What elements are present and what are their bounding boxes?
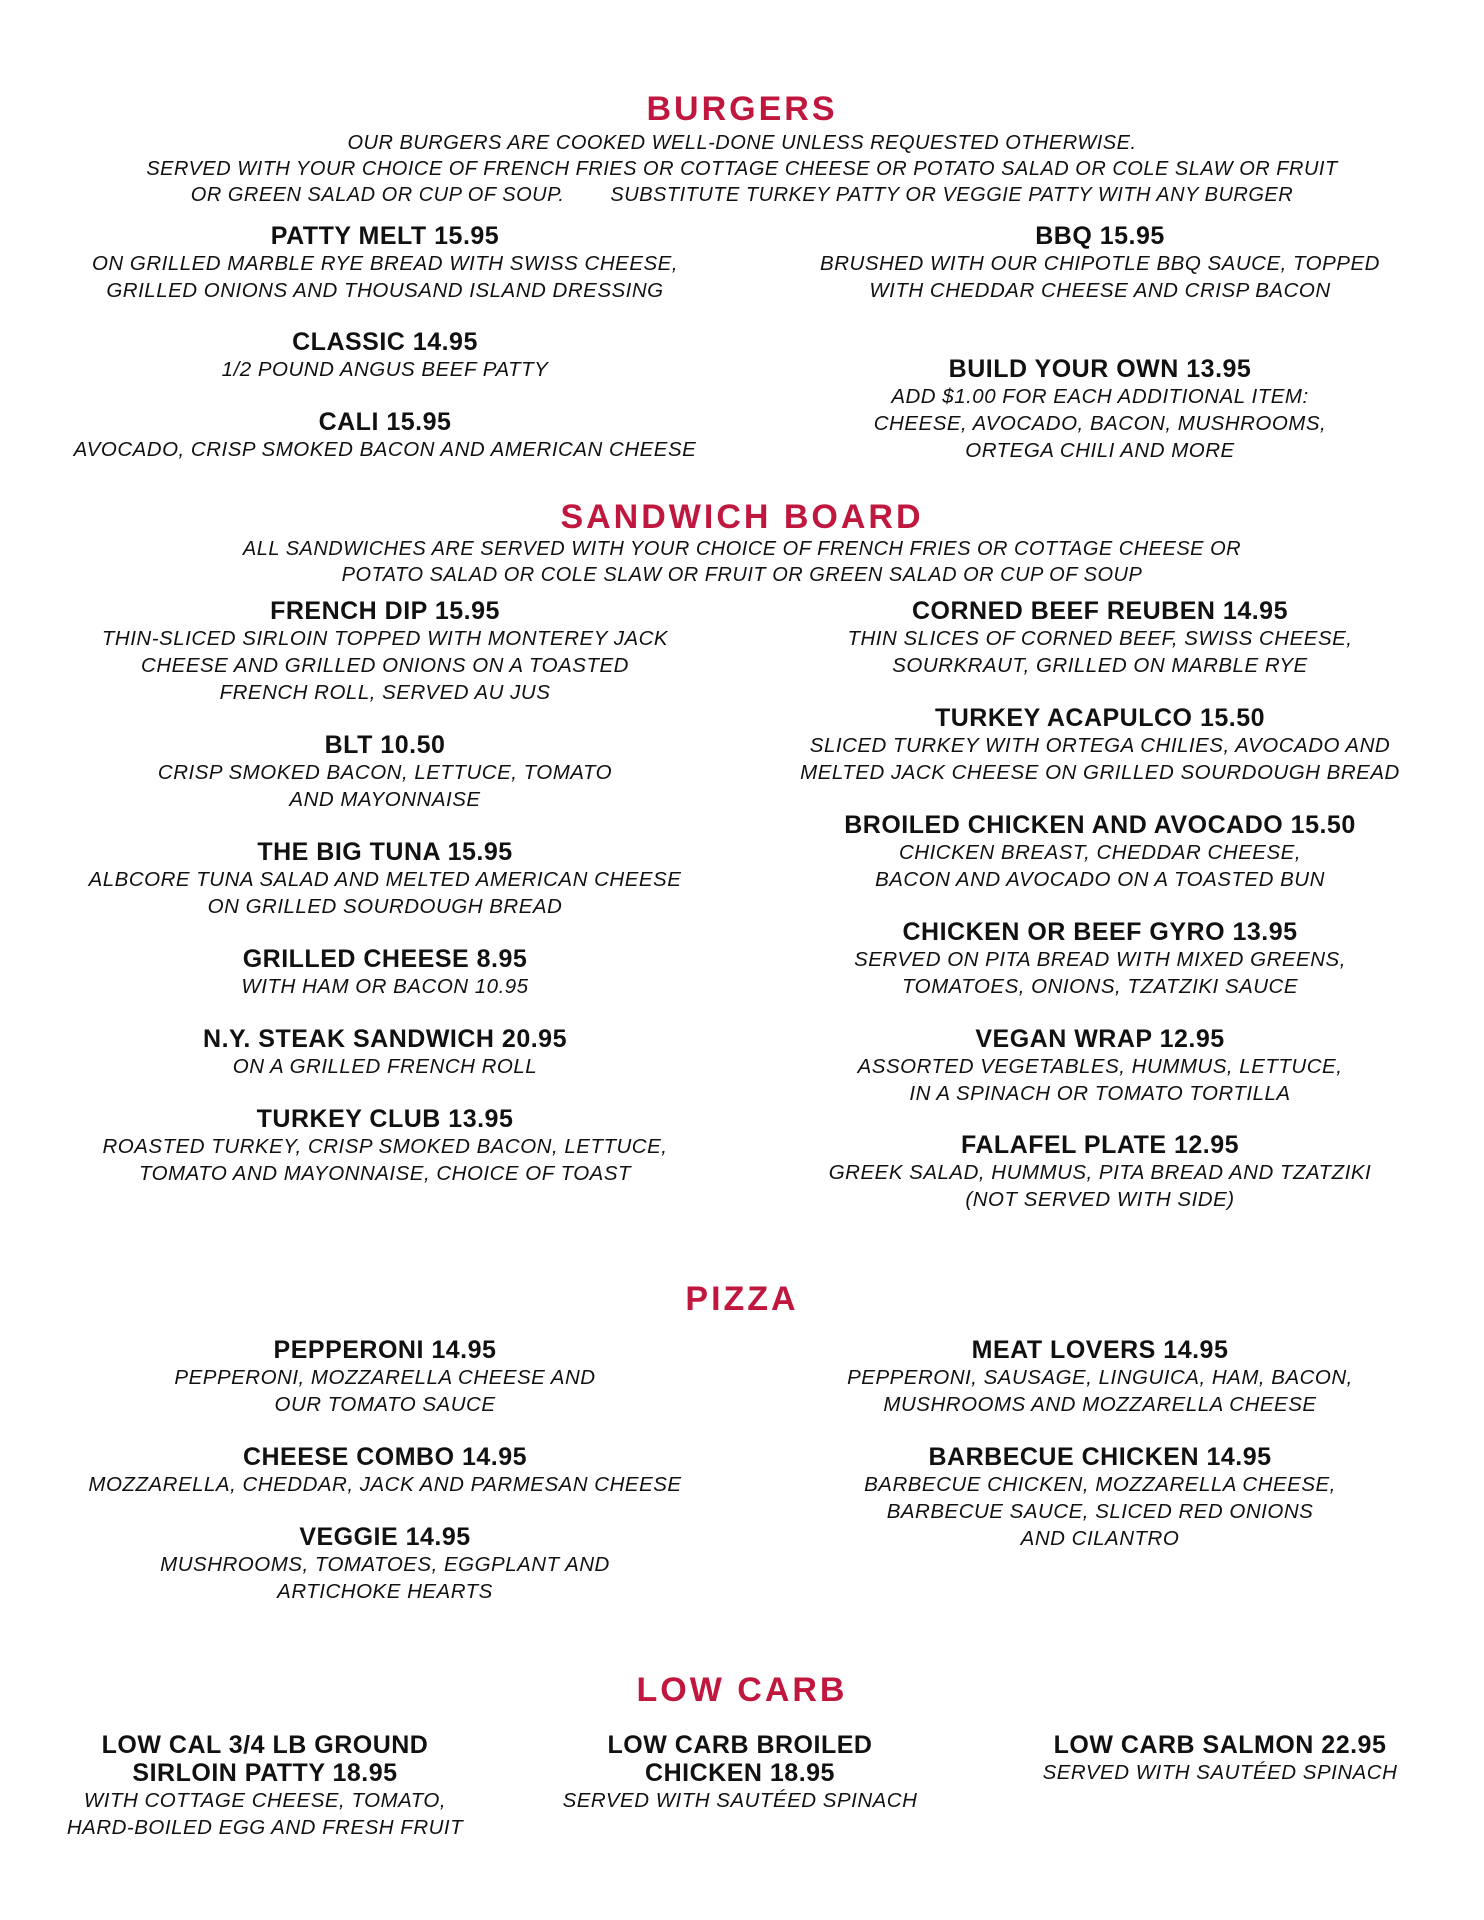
item-desc: MELTED JACK CHEESE ON GRILLED SOURDOUGH BREAD: [800, 761, 1400, 784]
menu-item-low-carb-salmon: [985, 1731, 1455, 1786]
note-line: ALL SANDWICHES ARE SERVED WITH YOUR CHOICE OF FRENCH FRIES OR COTTAGE CHEESE OR: [242, 538, 1242, 560]
item-desc: ON GRILLED MARBLE RYE BREAD WITH SWISS CHEESE,: [91, 252, 679, 275]
menu-item-pepperoni: [40, 1336, 730, 1418]
item-desc: AVOCADO, CRISP SMOKED BACON AND AMERICAN CHEESE: [73, 438, 697, 461]
menu-item-patty-melt: [40, 222, 730, 304]
item-desc: MUSHROOMS AND MOZZARELLA CHEESE: [883, 1393, 1317, 1416]
item-desc: TOMATOES, ONIONS, TZATZIKI SAUCE: [901, 975, 1299, 998]
item-desc: AND CILANTRO: [1020, 1527, 1180, 1550]
item-name: N.Y. STEAK SANDWICH 20.95: [203, 1025, 567, 1053]
item-name: CHICKEN OR BEEF GYRO 13.95: [902, 918, 1298, 946]
item-desc: ORTEGA CHILI AND MORE: [965, 439, 1235, 462]
item-desc: MOZZARELLA, CHEDDAR, JACK AND PARMESAN CHEESE: [88, 1473, 682, 1496]
menu-item-bbq-chicken: [755, 1443, 1445, 1552]
item-name: VEGGIE 14.95: [299, 1523, 471, 1551]
item-desc: GRILLED ONIONS AND THOUSAND ISLAND DRESSING: [106, 279, 664, 302]
menu-item-bbq: [755, 222, 1445, 304]
item-name: BBQ 15.95: [1035, 222, 1165, 250]
note-line-part: OR GREEN SALAD OR CUP OF SOUP.: [190, 184, 565, 206]
item-desc: MUSHROOMS, TOMATOES, EGGPLANT AND: [160, 1553, 610, 1576]
menu-item-ny-steak: [40, 1025, 730, 1080]
item-name: CALI 15.95: [318, 408, 452, 436]
menu-item-blt: [40, 731, 730, 813]
menu-item-cheese-combo: [40, 1443, 730, 1498]
menu-item-turkey-acapulco: [755, 704, 1445, 786]
item-name: VEGAN WRAP 12.95: [975, 1025, 1225, 1053]
item-desc: TOMATO AND MAYONNAISE, CHOICE OF TOAST: [138, 1162, 632, 1185]
item-name: CLASSIC 14.95: [292, 328, 478, 356]
item-name: LOW CARB SALMON 22.95: [1053, 1731, 1387, 1759]
item-desc: WITH CHEDDAR CHEESE AND CRISP BACON: [869, 279, 1331, 302]
item-desc: ARTICHOKE HEARTS: [277, 1580, 493, 1603]
item-desc: AND MAYONNAISE: [289, 788, 481, 811]
item-desc: ALBCORE TUNA SALAD AND MELTED AMERICAN CHEESE: [88, 868, 682, 891]
menu-item-falafel: [755, 1131, 1445, 1213]
menu-item-big-tuna: [40, 838, 730, 920]
item-name: LOW CAL 3/4 LB GROUND: [101, 1731, 429, 1759]
item-desc: ADD $1.00 FOR EACH ADDITIONAL ITEM:: [891, 385, 1309, 408]
item-desc: THIN-SLICED SIRLOIN TOPPED WITH MONTEREY JACK: [101, 627, 669, 650]
item-desc: CHICKEN BREAST, CHEDDAR CHEESE,: [898, 841, 1302, 864]
section-title-burgers: BURGERS: [646, 90, 838, 128]
item-desc: CHEESE AND GRILLED ONIONS ON A TOASTED: [141, 654, 629, 677]
item-desc: SERVED ON PITA BREAD WITH MIXED GREENS,: [854, 948, 1346, 971]
burgers-note: [0, 130, 1484, 208]
menu-item-low-cal-sirloin: [30, 1731, 500, 1841]
item-desc: (NOT SERVED WITH SIDE): [965, 1188, 1235, 1211]
item-name: MEAT LOVERS 14.95: [971, 1336, 1229, 1364]
note-line: POTATO SALAD OR COLE SLAW OR FRUIT OR GREEN SALAD OR CUP OF SOUP: [341, 564, 1143, 586]
menu-item-classic: [40, 328, 730, 383]
menu-item-grilled-cheese: [40, 945, 730, 1000]
item-name: PATTY MELT 15.95: [270, 222, 500, 250]
item-desc: ROASTED TURKEY, CRISP SMOKED BACON, LETTUCE,: [102, 1135, 668, 1158]
menu-item-low-carb-chicken: [505, 1731, 975, 1814]
menu-item-reuben: [755, 597, 1445, 679]
item-desc: BACON AND AVOCADO ON A TOASTED BUN: [875, 868, 1325, 891]
item-name: TURKEY CLUB 13.95: [256, 1105, 514, 1133]
item-desc: SLICED TURKEY WITH ORTEGA CHILIES, AVOCADO AND: [809, 734, 1391, 757]
menu-item-turkey-club: [40, 1105, 730, 1187]
menu-item-meat-lovers: [755, 1336, 1445, 1418]
item-name: FALAFEL PLATE 12.95: [960, 1131, 1240, 1159]
item-desc: WITH COTTAGE CHEESE, TOMATO,: [83, 1789, 447, 1812]
note-line: OUR BURGERS ARE COOKED WELL-DONE UNLESS REQUESTED OTHERWISE.: [347, 132, 1137, 154]
item-desc: ON GRILLED SOURDOUGH BREAD: [207, 895, 563, 918]
item-desc: HARD-BOILED EGG AND FRESH FRUIT: [66, 1816, 464, 1839]
item-desc: THIN SLICES OF CORNED BEEF, SWISS CHEESE,: [847, 627, 1353, 650]
section-title-low-carb: LOW CARB: [636, 1671, 848, 1709]
note-line-part: SUBSTITUTE TURKEY PATTY OR VEGGIE PATTY WITH ANY BURGER: [610, 184, 1294, 206]
menu-item-vegan-wrap: [755, 1025, 1445, 1107]
item-desc: SERVED WITH SAUTÉED SPINACH: [562, 1789, 918, 1812]
item-desc: CHEESE, AVOCADO, BACON, MUSHROOMS,: [873, 412, 1327, 435]
item-name: CORNED BEEF REUBEN 14.95: [912, 597, 1288, 625]
item-name: GRILLED CHEESE 8.95: [242, 945, 528, 973]
item-name: BLT 10.50: [324, 731, 446, 759]
item-desc: BRUSHED WITH OUR CHIPOTLE BBQ SAUCE, TOPPED: [820, 252, 1380, 275]
menu-item-gyro: [755, 918, 1445, 1000]
item-desc: IN A SPINACH OR TOMATO TORTILLA: [909, 1082, 1291, 1105]
menu-item-french-dip: [40, 597, 730, 706]
item-desc: BARBECUE CHICKEN, MOZZARELLA CHEESE,: [864, 1473, 1336, 1496]
item-name: LOW CARB BROILED: [607, 1731, 873, 1759]
menu-item-veggie: [40, 1523, 730, 1605]
item-name: SIRLOIN PATTY 18.95: [132, 1759, 398, 1787]
item-desc: ASSORTED VEGETABLES, HUMMUS, LETTUCE,: [857, 1055, 1343, 1078]
menu-item-cali: [40, 408, 730, 463]
item-name: FRENCH DIP 15.95: [270, 597, 500, 625]
item-desc: PEPPERONI, SAUSAGE, LINGUICA, HAM, BACON,: [847, 1366, 1353, 1389]
item-name: THE BIG TUNA 15.95: [257, 838, 513, 866]
item-name: BARBECUE CHICKEN 14.95: [928, 1443, 1272, 1471]
item-name: CHICKEN 18.95: [645, 1759, 835, 1787]
item-desc: BARBECUE SAUCE, SLICED RED ONIONS: [886, 1500, 1314, 1523]
item-desc: SERVED WITH SAUTÉED SPINACH: [1042, 1761, 1398, 1784]
menu-item-broiled-chicken: [755, 811, 1445, 893]
note-line: [0, 182, 1484, 208]
item-desc: PEPPERONI, MOZZARELLA CHEESE AND: [174, 1366, 596, 1389]
item-name: BROILED CHICKEN AND AVOCADO 15.50: [844, 811, 1356, 839]
item-desc: 1/2 POUND ANGUS BEEF PATTY: [221, 358, 549, 381]
item-desc: CRISP SMOKED BACON, LETTUCE, TOMATO: [157, 761, 613, 784]
item-desc: FRENCH ROLL, SERVED AU JUS: [219, 681, 551, 704]
item-name: CHEESE COMBO 14.95: [242, 1443, 528, 1471]
menu-item-build-your-own: [755, 355, 1445, 464]
item-name: BUILD YOUR OWN 13.95: [948, 355, 1252, 383]
item-desc: SOURKRAUT, GRILLED ON MARBLE RYE: [892, 654, 1308, 677]
item-name: TURKEY ACAPULCO 15.50: [934, 704, 1266, 732]
item-desc: OUR TOMATO SAUCE: [274, 1393, 496, 1416]
section-title-sandwich-board: SANDWICH BOARD: [560, 498, 924, 536]
section-title-pizza: PIZZA: [685, 1280, 799, 1318]
item-desc: WITH HAM OR BACON 10.95: [241, 975, 529, 998]
sandwich-note: [0, 536, 1484, 588]
item-desc: ON A GRILLED FRENCH ROLL: [232, 1055, 538, 1078]
item-desc: GREEK SALAD, HUMMUS, PITA BREAD AND TZATZIKI: [828, 1161, 1372, 1184]
note-line: SERVED WITH YOUR CHOICE OF FRENCH FRIES OR COTTAGE CHEESE OR POTATO SALAD OR COLE SLAW OR FRUIT: [146, 158, 1338, 180]
item-name: PEPPERONI 14.95: [273, 1336, 497, 1364]
